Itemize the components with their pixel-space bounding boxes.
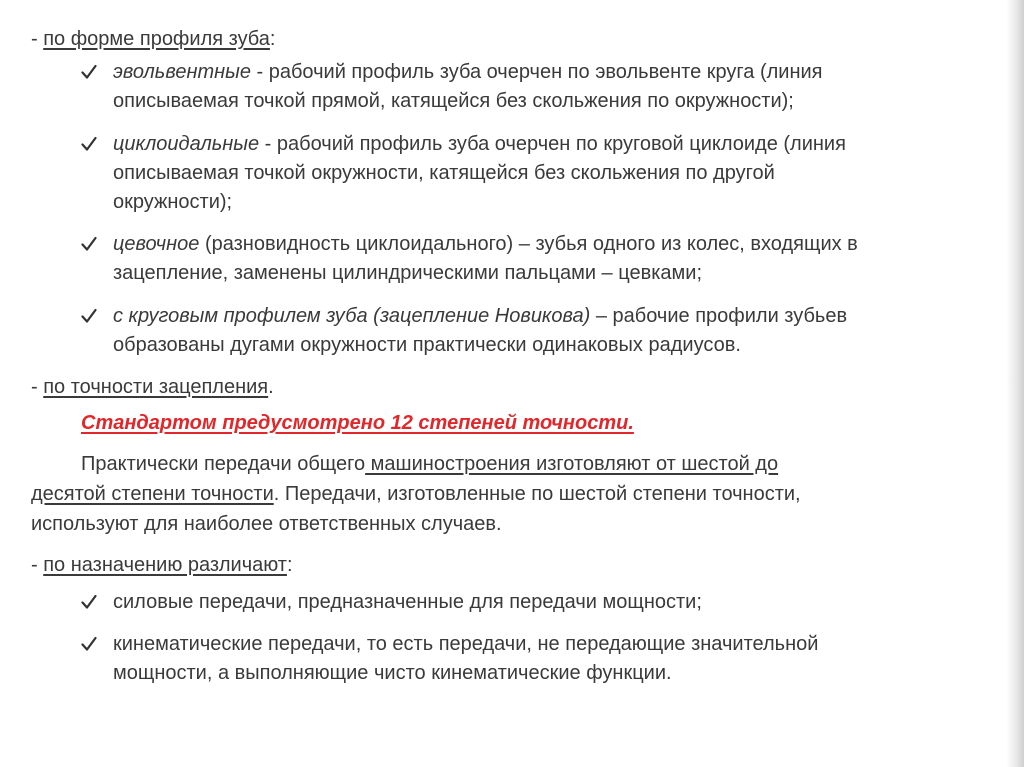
checkmark-icon — [81, 308, 97, 324]
item-cycloid-line1 — [113, 130, 846, 159]
term-italic: циклоидальные — [113, 133, 260, 155]
heading-text: по точности зацепления — [43, 376, 269, 398]
heading-text: по форме профиля зуба — [43, 28, 270, 50]
term-italic: эвольвентные — [113, 61, 251, 83]
paragraph-line3: используют для наиболее ответственных случаев. — [31, 513, 502, 535]
page-edge-shadow — [1006, 0, 1024, 767]
checkmark-icon — [81, 236, 97, 252]
para-text: Практически передачи общего — [81, 453, 366, 475]
colon: : — [269, 28, 276, 50]
item-eviolvent-line1 — [113, 58, 823, 87]
item-kinematic-line2: мощности, а выполняющие чисто кинематические функции. — [113, 662, 672, 684]
item-text: – рабочие профили зубьев — [590, 305, 848, 327]
paragraph-line2 — [31, 480, 801, 509]
section-heading-purpose — [31, 551, 293, 580]
item-pin-line1 — [113, 230, 858, 259]
para-underlined: машиностроения изготовляют от шестой до — [365, 453, 779, 475]
checkmark-icon — [81, 636, 97, 652]
term-italic: с круговым профилем зуба (зацепление Новикова) — [113, 305, 591, 327]
item-power-line1: силовые передачи, предназначенные для передачи мощности; — [113, 591, 702, 613]
term-italic: цевочное — [113, 233, 200, 255]
section-heading-accuracy — [31, 373, 274, 402]
paragraph-line1 — [81, 450, 778, 479]
item-cycloid-line3: окружности); — [113, 191, 233, 213]
item-cycloid-line2: описываемая точкой окружности, катящейся без скольжения по другой — [113, 162, 775, 184]
item-text: - рабочий профиль зуба очерчен по круговой циклоиде (линия — [259, 133, 846, 155]
dash: - — [31, 28, 44, 50]
dash: - — [31, 554, 44, 576]
item-novikov-line1 — [113, 302, 847, 331]
colon: : — [286, 554, 293, 576]
checkmark-icon — [81, 594, 97, 610]
standard-highlight: Стандартом предусмотрено 12 степеней точности. — [81, 412, 634, 434]
para-underlined: десятой степени точности — [31, 483, 274, 505]
item-kinematic-line1: кинематические передачи, то есть передачи, не передающие значительной — [113, 633, 819, 655]
item-pin-line2: зацепление, заменены цилиндрическими пальцами – цевками; — [113, 262, 703, 284]
item-text: - рабочий профиль зуба очерчен по эвольвенте круга (линия — [250, 61, 823, 83]
item-eviolvent-line2: описываемая точкой прямой, катящейся без скольжения по окружности); — [113, 90, 794, 112]
checkmark-icon — [81, 136, 97, 152]
para-text: . Передачи, изготовленные по шестой степени точности, — [273, 483, 801, 505]
heading-text: по назначению различают — [43, 554, 287, 576]
dash: - — [31, 376, 44, 398]
item-novikov-line2: образованы дугами окружности практически одинаковых радиусов. — [113, 334, 741, 356]
period: . — [268, 376, 274, 398]
checkmark-icon — [81, 64, 97, 80]
item-text: (разновидность циклоидального) – зубья одного из колес, входящих в — [199, 233, 858, 255]
section-heading-form — [31, 25, 275, 54]
